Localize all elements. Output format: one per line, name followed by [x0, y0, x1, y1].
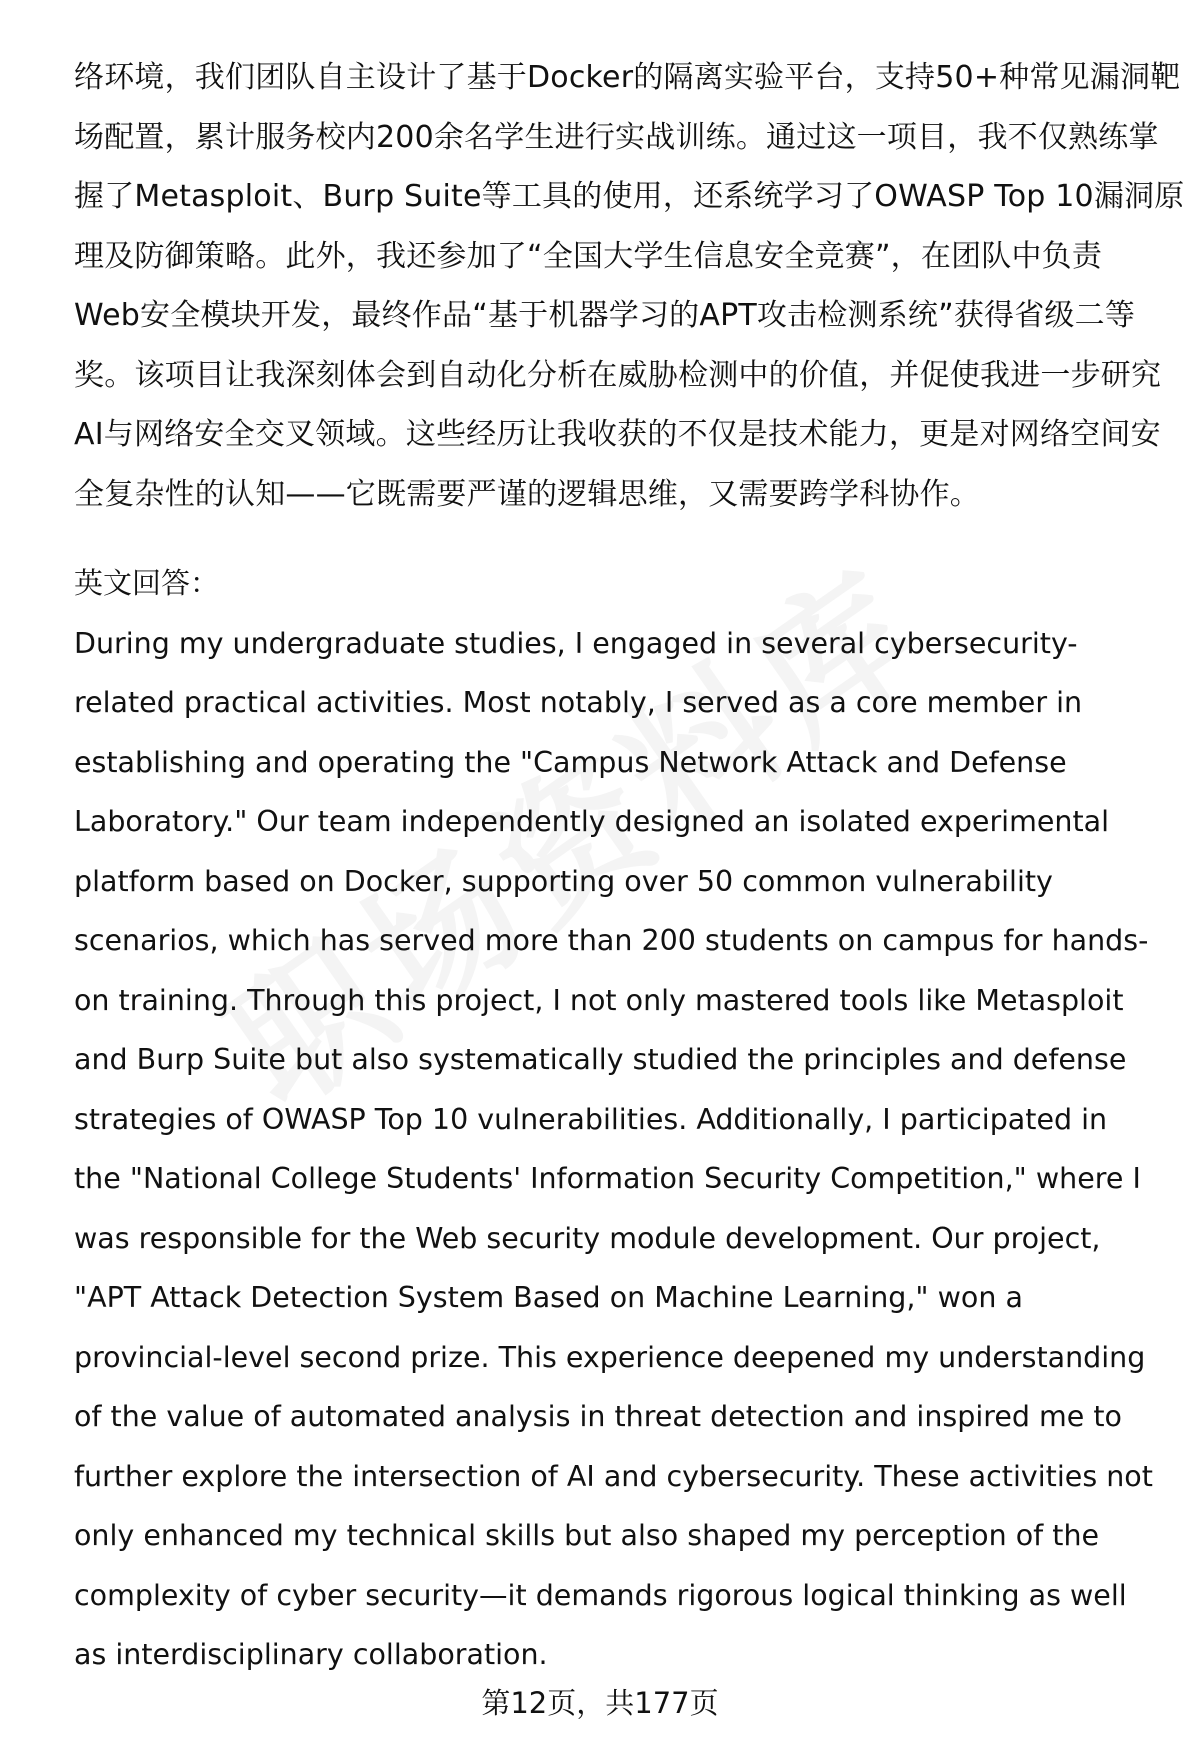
text-line: related practical activities. Most notably, I served as a core member in: [74, 686, 1083, 719]
page-number: 第12页，共177页: [481, 1686, 719, 1720]
text-line: 场配置，累计服务校内200余名学生进行实战训练。通过这一项目，我不仅熟练掌: [74, 119, 1159, 155]
text-line: 奖。该项目让我深刻体会到自动化分析在威胁检测中的价值，并促使我进一步研究: [74, 357, 1162, 393]
text-line: further explore the intersection of AI and cybersecurity. These activities not: [74, 1459, 1153, 1493]
text-line: 全复杂性的认知——它既需要严谨的逻辑思维，又需要跨学科协作。: [74, 476, 980, 512]
text-line: During my undergraduate studies, I engaged in several cybersecurity-: [74, 626, 1078, 660]
text-line: of the value of automated analysis in threat detection and inspired me to: [74, 1400, 1122, 1433]
text-line: was responsible for the Web security module development. Our project,: [74, 1221, 1101, 1255]
text-line: AI与网络安全交叉领域。这些经历让我收获的不仅是技术能力，更是对网络空间安: [74, 417, 1161, 452]
text-line: 理及防御策略。此外，我还参加了“全国大学生信息安全竞赛”，在团队中负责: [74, 238, 1103, 274]
text-line: establishing and operating the "Campus Network Attack and Defense: [74, 745, 1067, 779]
text-line: only enhanced my technical skills but also shaped my perception of the: [74, 1519, 1100, 1552]
chinese-answer: [74, 48, 1185, 524]
english-answer-label: 英文回答：: [74, 566, 220, 600]
text-line: platform based on Docker, supporting over 50 common vulnerability: [74, 864, 1053, 898]
text-line: Web安全模块开发，最终作品“基于机器学习的APT攻击检测系统”获得省级二等: [74, 298, 1136, 333]
text-line: provincial-level second prize. This experience deepened my understanding: [74, 1340, 1146, 1374]
text-line: 络环境，我们团队自主设计了基于Docker的隔离实验平台，支持50+种常见漏洞靶: [74, 60, 1181, 95]
text-line: strategies of OWASP Top 10 vulnerabilities. Additionally, I participated in: [74, 1102, 1108, 1136]
page-content: [74, 48, 1185, 1685]
text-line: "APT Attack Detection System Based on Machine Learning," won a: [74, 1281, 1023, 1314]
text-line: 握了Metasploit、Burp Suite等工具的使用，还系统学习了OWASP Top 10漏洞原: [74, 179, 1185, 214]
text-line: on training. Through this project, I not only mastered tools like Metasploit: [74, 983, 1124, 1017]
text-line: as interdisciplinary collaboration.: [74, 1638, 548, 1671]
text-line: scenarios, which has served more than 200 students on campus for hands-: [74, 924, 1149, 957]
english-answer: [74, 614, 1154, 1685]
text-line: Laboratory." Our team independently designed an isolated experimental: [74, 805, 1110, 838]
paragraph-gap: [74, 524, 1154, 554]
text-line: and Burp Suite but also systematically studied the principles and defense: [74, 1043, 1127, 1076]
text-line: the "National College Students' Information Security Competition," where I: [74, 1162, 1141, 1195]
text-line: complexity of cyber security—it demands rigorous logical thinking as well: [74, 1578, 1127, 1612]
